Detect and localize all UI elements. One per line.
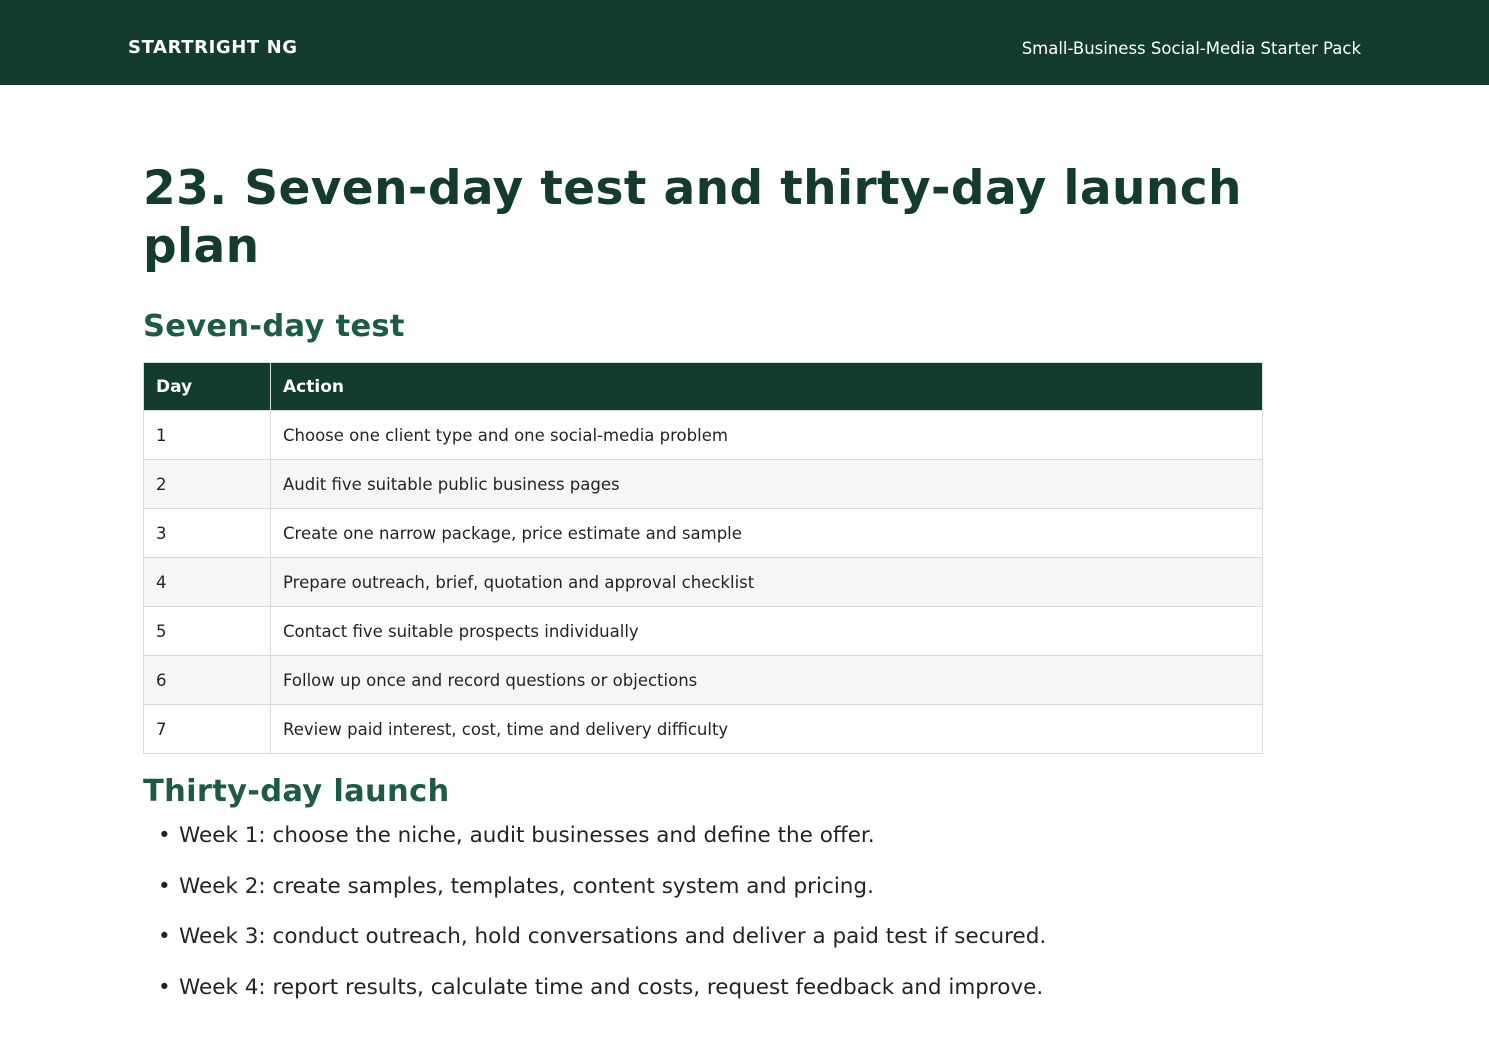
- day-cell: 5: [144, 607, 271, 656]
- column-header-day: Day: [144, 363, 271, 411]
- table-row: [144, 411, 1263, 460]
- list-item: [143, 822, 1263, 850]
- thirty-day-list: [143, 822, 1263, 1002]
- table-row: [144, 509, 1263, 558]
- page-header: [0, 0, 1489, 85]
- action-cell: Review paid interest, cost, time and delivery difficulty: [271, 705, 1263, 754]
- table-header-row: [144, 363, 1263, 411]
- list-item: [143, 974, 1263, 1002]
- list-item: [143, 923, 1263, 951]
- bullet-icon: •: [158, 974, 171, 1000]
- seven-day-table: [143, 362, 1263, 754]
- day-cell: 6: [144, 656, 271, 705]
- action-cell: Audit five suitable public business pages: [271, 460, 1263, 509]
- column-header-action: Action: [271, 363, 1263, 411]
- action-cell: Create one narrow package, price estimate and sample: [271, 509, 1263, 558]
- bullet-icon: •: [158, 873, 171, 899]
- action-cell: Follow up once and record questions or objections: [271, 656, 1263, 705]
- list-item: [143, 873, 1263, 901]
- list-item-text: Week 3: conduct outreach, hold conversations and deliver a paid test if secured.: [179, 924, 1047, 949]
- page-title: 23. Seven-day test and thirty-day launch plan: [143, 161, 1242, 274]
- list-item-text: Week 4: report results, calculate time and costs, request feedback and improve.: [179, 974, 1044, 1000]
- list-item-text: Week 2: create samples, templates, content system and pricing.: [179, 873, 874, 899]
- action-cell: Contact five suitable prospects individually: [271, 607, 1263, 656]
- day-cell: 4: [144, 558, 271, 607]
- bullet-icon: •: [158, 823, 171, 848]
- day-cell: 1: [144, 411, 271, 460]
- action-cell: Choose one client type and one social-media problem: [271, 411, 1263, 460]
- table-row: [144, 656, 1263, 705]
- section-title-thirty-day: Thirty-day launch: [143, 774, 450, 809]
- table-row: [144, 460, 1263, 509]
- bullet-icon: •: [158, 924, 171, 949]
- action-cell: Prepare outreach, brief, quotation and approval checklist: [271, 558, 1263, 607]
- day-cell: 2: [144, 460, 271, 509]
- main-content: [143, 160, 1263, 1024]
- day-cell: 7: [144, 705, 271, 754]
- section-title-seven-day: Seven-day test: [143, 309, 405, 344]
- day-cell: 3: [144, 509, 271, 558]
- list-item-text: Week 1: choose the niche, audit businesses and define the offer.: [179, 823, 875, 848]
- table-row: [144, 705, 1263, 754]
- pack-title: Small-Business Social-Media Starter Pack: [1021, 39, 1361, 58]
- table-row: [144, 558, 1263, 607]
- table-row: [144, 607, 1263, 656]
- brand-name: STARTRIGHT NG: [128, 37, 298, 58]
